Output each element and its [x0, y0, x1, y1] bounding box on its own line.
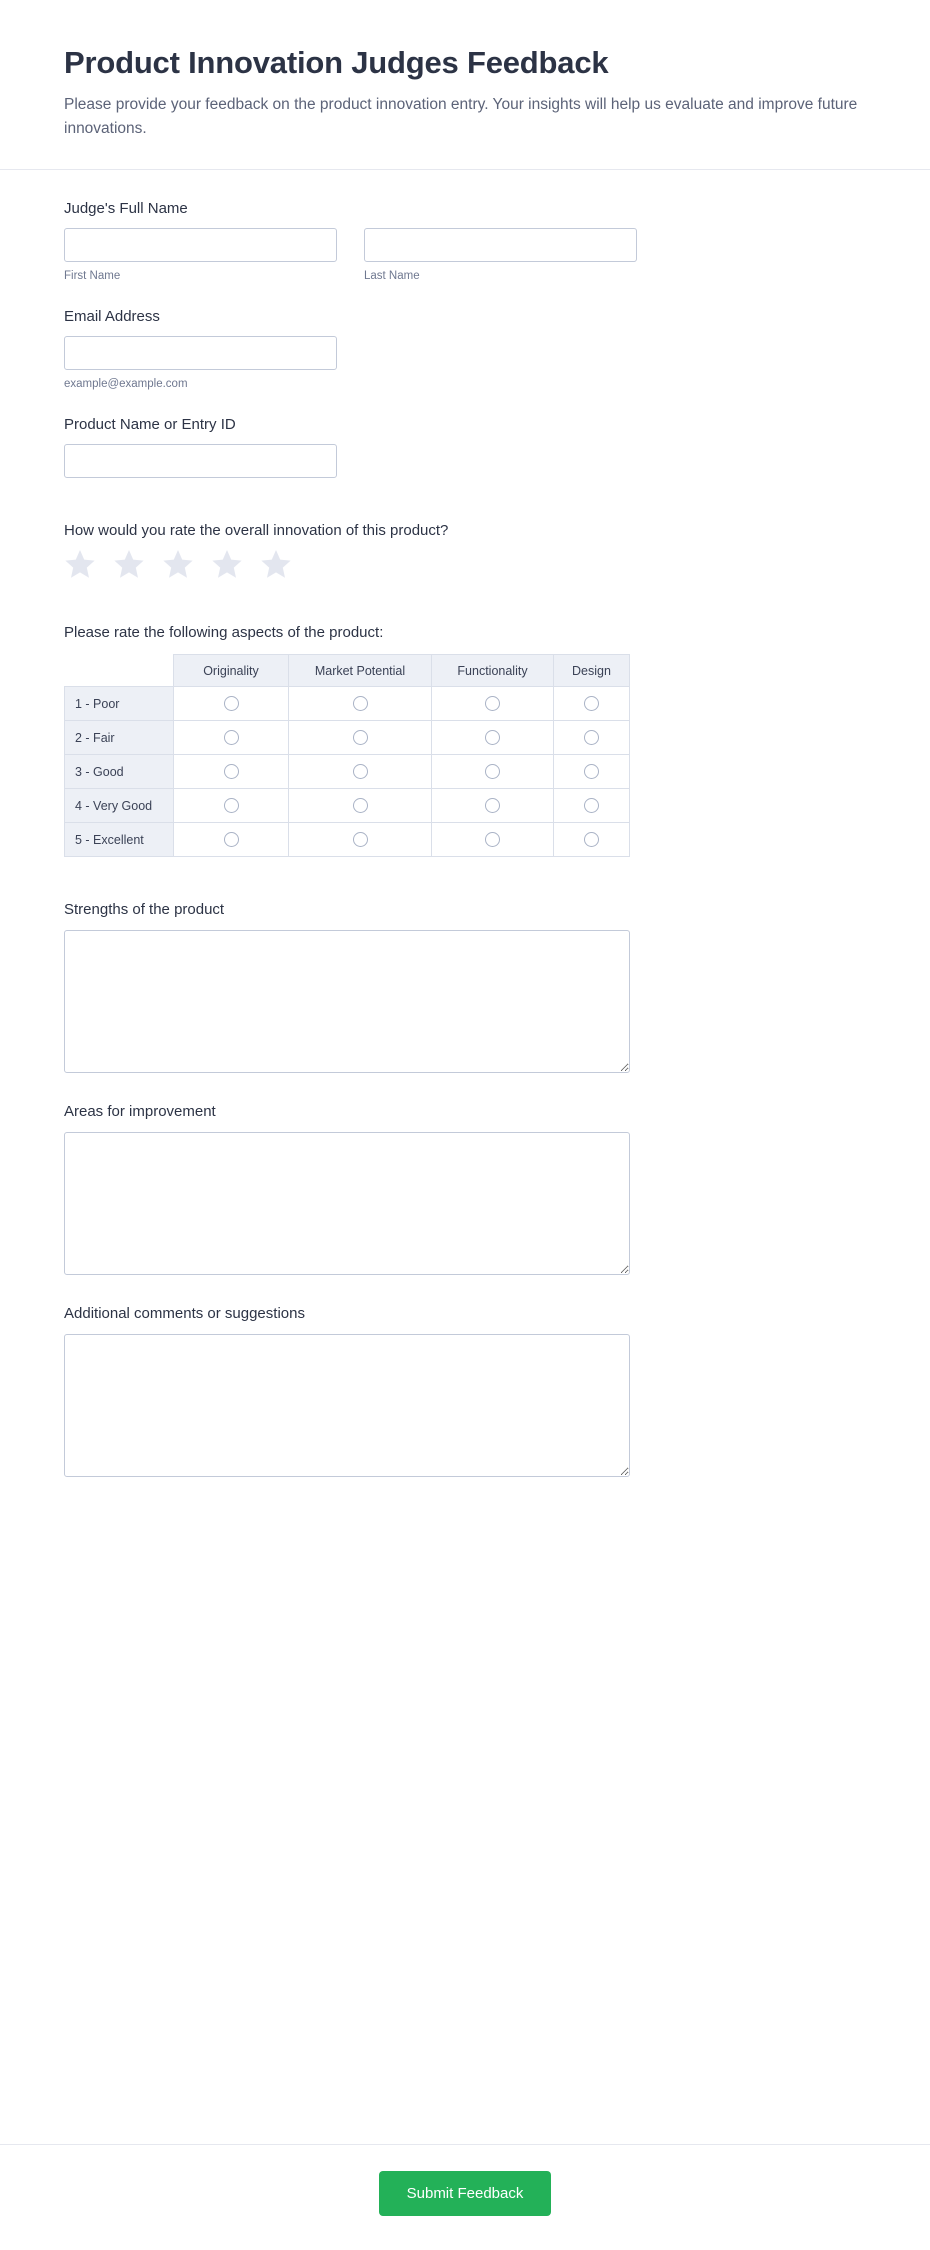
radio-button[interactable] [353, 696, 368, 711]
radio-button[interactable] [485, 696, 500, 711]
matrix-cell[interactable] [289, 823, 432, 857]
matrix-cell[interactable] [289, 789, 432, 823]
strengths-label: Strengths of the product [64, 901, 225, 919]
full-name-inputs [64, 228, 866, 282]
matrix-cell[interactable] [174, 687, 289, 721]
product-label: Product Name or Entry ID [64, 416, 236, 434]
field-product [64, 416, 866, 478]
radio-button[interactable] [584, 798, 599, 813]
field-aspect-matrix [64, 624, 866, 857]
improvements-textarea[interactable] [64, 1132, 630, 1275]
matrix-cell[interactable] [289, 687, 432, 721]
matrix-cell[interactable] [174, 721, 289, 755]
radio-button[interactable] [224, 764, 239, 779]
matrix-column-header: Functionality [432, 655, 554, 687]
matrix-cell[interactable] [554, 721, 630, 755]
matrix-cell[interactable] [174, 823, 289, 857]
radio-button[interactable] [584, 696, 599, 711]
matrix-cell[interactable] [432, 721, 554, 755]
additional-label: Additional comments or suggestions [64, 1305, 305, 1323]
matrix-label: Please rate the following aspects of the product: [64, 624, 384, 642]
first-name-cell [64, 228, 337, 282]
email-label: Email Address [64, 308, 160, 326]
last-name-sublabel: Last Name [364, 270, 420, 283]
star-icon[interactable] [260, 548, 292, 580]
star-rating-group[interactable] [64, 548, 866, 580]
star-icon[interactable] [211, 548, 243, 580]
radio-button[interactable] [353, 730, 368, 745]
matrix-cell[interactable] [554, 755, 630, 789]
matrix-cell[interactable] [174, 755, 289, 789]
product-input[interactable] [64, 444, 337, 478]
radio-button[interactable] [584, 832, 599, 847]
improvements-label: Areas for improvement [64, 1103, 216, 1121]
matrix-cell[interactable] [432, 789, 554, 823]
matrix-row [65, 789, 630, 823]
submit-button[interactable]: Submit Feedback [379, 2171, 552, 2216]
star-icon[interactable] [162, 548, 194, 580]
radio-button[interactable] [224, 696, 239, 711]
rating-matrix [64, 654, 630, 857]
first-name-input[interactable] [64, 228, 337, 262]
matrix-cell[interactable] [432, 755, 554, 789]
additional-textarea[interactable] [64, 1334, 630, 1477]
matrix-cell[interactable] [554, 823, 630, 857]
field-overall-rating [64, 522, 866, 580]
first-name-sublabel: First Name [64, 270, 121, 283]
strengths-textarea[interactable] [64, 930, 630, 1073]
matrix-corner-cell [65, 655, 174, 687]
overall-rating-label: How would you rate the overall innovation of this product? [64, 522, 449, 540]
form-header [0, 0, 930, 170]
matrix-cell[interactable] [432, 687, 554, 721]
radio-button[interactable] [224, 798, 239, 813]
matrix-column-header: Originality [174, 655, 289, 687]
radio-button[interactable] [584, 764, 599, 779]
matrix-cell[interactable] [432, 823, 554, 857]
field-additional-comments [64, 1305, 866, 1477]
radio-button[interactable] [485, 832, 500, 847]
radio-button[interactable] [353, 832, 368, 847]
matrix-cell[interactable] [554, 687, 630, 721]
matrix-cell[interactable] [289, 755, 432, 789]
full-name-label: Judge's Full Name [64, 200, 188, 218]
radio-button[interactable] [224, 832, 239, 847]
radio-button[interactable] [485, 730, 500, 745]
matrix-cell[interactable] [174, 789, 289, 823]
page-title: Product Innovation Judges Feedback [64, 45, 609, 80]
email-sublabel: example@example.com [64, 378, 188, 391]
matrix-header-row [65, 655, 630, 687]
matrix-head [65, 655, 630, 687]
star-icon[interactable] [64, 548, 96, 580]
matrix-row-header: 1 - Poor [65, 687, 174, 721]
radio-button[interactable] [224, 730, 239, 745]
matrix-column-header: Market Potential [289, 655, 432, 687]
form-footer [0, 2144, 930, 2250]
matrix-row-header: 4 - Very Good [65, 789, 174, 823]
field-strengths [64, 901, 866, 1073]
matrix-row-header: 2 - Fair [65, 721, 174, 755]
matrix-row [65, 687, 630, 721]
field-improvements [64, 1103, 866, 1275]
matrix-body [65, 687, 630, 857]
matrix-row [65, 755, 630, 789]
matrix-cell[interactable] [289, 721, 432, 755]
radio-button[interactable] [485, 798, 500, 813]
matrix-row-header: 3 - Good [65, 755, 174, 789]
field-full-name [64, 200, 866, 282]
star-icon[interactable] [113, 548, 145, 580]
matrix-row [65, 823, 630, 857]
last-name-cell [364, 228, 637, 282]
matrix-row [65, 721, 630, 755]
matrix-row-header: 5 - Excellent [65, 823, 174, 857]
form-body [0, 170, 930, 2136]
radio-button[interactable] [353, 764, 368, 779]
email-cell [64, 336, 337, 390]
radio-button[interactable] [353, 798, 368, 813]
radio-button[interactable] [584, 730, 599, 745]
radio-button[interactable] [485, 764, 500, 779]
field-email [64, 308, 866, 390]
email-field[interactable] [64, 336, 337, 370]
last-name-input[interactable] [364, 228, 637, 262]
matrix-column-header: Design [554, 655, 630, 687]
matrix-cell[interactable] [554, 789, 630, 823]
page-subtitle: Please provide your feedback on the product innovation entry. Your insights will help us evaluate and improve future innovations. [64, 96, 858, 138]
